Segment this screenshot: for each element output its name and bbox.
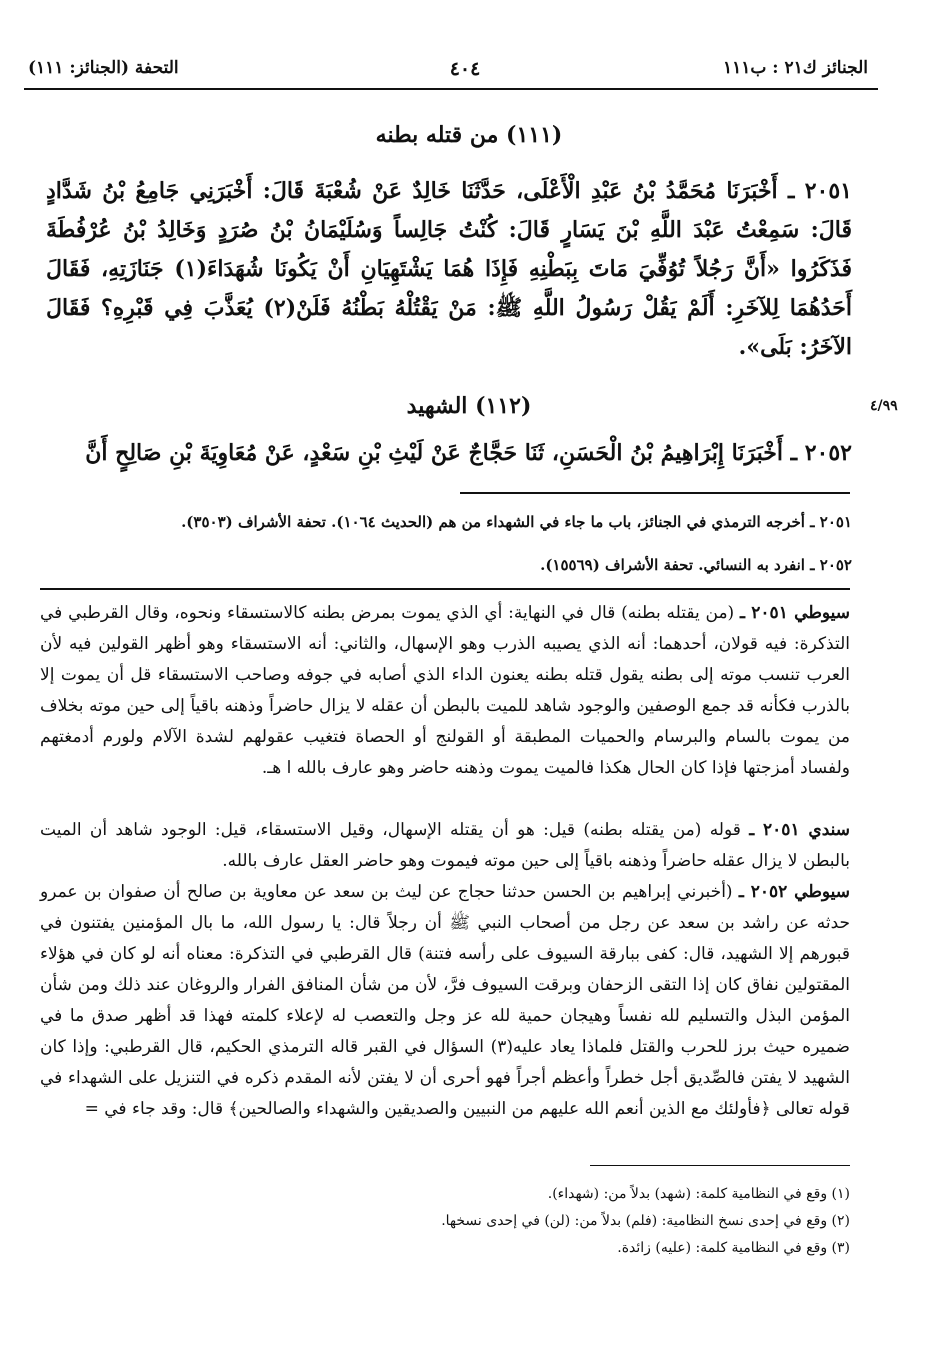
header-chapter-ref: الجنائز ك٢١ : ب١١١ (722, 58, 868, 78)
footnote-rule (590, 1165, 850, 1166)
header-rule (24, 88, 878, 90)
commentary-text: قوله (من يقتله بطنه) قيل: هو أن يقتله الإسهال، وقيل الاستسقاء، قيل: الوجود شاهد أن الميت بالبطن لا يزال عقله حاضراً وذهنه باقياً إلى حين موته فيموت وهو حاضر العقل عارف بالله. (40, 820, 850, 871)
hadith-2052: ٢٠٥٢ ـ أَخْبَرَنَا إِبْرَاهِيمُ بْنُ الْحَسَنِ، ثَنَا حَجَّاجٌ عَنْ لَيْثِ بْنِ سَعْدٍ، عَنْ مُعَاوِيَةَ بْنِ صَالِحٍ أَنَّ (85, 440, 852, 466)
margin-reference: ٤/٩٩ (870, 398, 898, 414)
footnote-1: (١) وقع في النظامية كلمة: (شهد) بدلاً من: (شهداء). (547, 1186, 850, 1202)
header-tuhfa-ref: التحفة (الجنائز: ١١١) (28, 58, 179, 78)
commentary-label: سيوطي ٢٠٥٢ ـ (738, 882, 851, 902)
commentary-label: سندي ٢٠٥١ ـ (749, 820, 851, 840)
takhrij-2051: ٢٠٥١ ـ أخرجه الترمذي في الجنائز، باب ما جاء في الشهداء من هم (الحديث ١٠٦٤). تحفة الأشراف (٣٥٠٣). (181, 513, 852, 531)
section-title-111: (١١١) من قتله بطنه (375, 122, 563, 148)
commentary-rule (40, 588, 850, 590)
takhrij-2052: ٢٠٥٢ ـ انفرد به النسائي. تحفة الأشراف (١٥٥٦٩). (540, 556, 852, 574)
hadith-2051: ٢٠٥١ ـ أَخْبَرَنَا مُحَمَّدُ بْنُ عَبْدِ الْأَعْلَى، حَدَّثَنَا خَالِدٌ عَنْ شُعْبَةَ قَالَ: أَخْبَرَنِي جَامِعُ بْنُ شَدَّادٍ قَالَ: سَمِعْتُ عَبْدَ اللَّهِ بْنَ يَسَارٍ قَالَ: كُنْتُ جَالِساً وَسُلَيْمَانُ بْنُ صُرَدٍ وَخَالِدُ بْنُ عُرْفُطَةَ فَذَكَرُوا «أَنَّ رَجُلاً تُوُفِّيَ مَاتَ بِبَطْنِهِ فَإِذَا هُمَا يَشْتَهِيَانِ أَنْ يَكُونَا شُهَدَاءَ(١) جَنَازَتِهِ، فَقَالَ أَحَدُهُمَا لِلآخَرِ: أَلَمْ يَقُلْ رَسُولُ اللَّهِ ﷺ: مَنْ يَقْتُلْهُ بَطْنُهُ فَلَنْ(٢) يُعَذَّبَ فِي قَبْرِهِ؟ فَقَالَ الآخَرُ: بَلَى». (46, 178, 852, 360)
commentary-text: (من يقتله بطنه) قال في النهاية: أي الذي يموت بمرض بطنه كالاستسقاء ونحوه، وقال القرطبي في التذكرة: فيه قولان، أحدهما: أنه الذي يصيبه الذرب وهو الإسهال، والثاني: أنه الاستسقاء وهو أظهر القولين فيه لأن العرب تنسب موته إلى بطنه يقول قتله بطنه يعنون الداء الذي أصابه في جوفه وصاحب الاستسقاء قل أن يموت إلا بالذرب فكأنه قد جمع الوصفين والوجود شاهد للميت بالبطن أن عقله لا يزال حاضراً وذهنه باقياً إلى حين موته بخلاف من يموت بالسام والبرسام والحميات المطبقة أو القولنج أو الحصاة فتغيب عقولهم لشدة الآلام ولورم أدمغتهم ولفساد أمزجتها فإذا كان الحال هكذا فالميت يموت وذهنه حاضر وهو عارف بالله ا هـ. (40, 603, 850, 778)
footnote-3: (٣) وقع في النظامية كلمة: (عليه) زائدة. (617, 1240, 850, 1256)
footnote-2: (٢) وقع في إحدى نسخ النظامية: (فلم) بدلاً من: (لن) في إحدى نسخها. (441, 1213, 850, 1229)
section-title-112: (١١٢) الشهيد (406, 393, 532, 419)
commentary-suyuti-2052 (40, 877, 850, 1125)
commentary-text: (أخبرني إبراهيم بن الحسن حدثنا حجاج عن ليث بن سعد عن معاوية بن صالح أن صفوان بن عمرو حدثه عن راشد بن سعد عن رجل من أصحاب النبي ﷺ أن رجلاً قال: يا رسول الله، ما بال المؤمنين يفتنون في قبورهم إلا الشهيد، قال: كفى ببارقة السيوف على رأسه فتنة) قال القرطبي في التذكرة: معناه أنه لو كان في هؤلاء المقتولين نفاق كان إذا التقى الزحفان وبرقت السيوف فرَّ، لأن من شأن المنافق الفرار والروغان عند ذلك ومن شأن المؤمن البذل والتسليم لله نفساً وهيجان حمية لله عز وجل والتعصب له لإعلاء كلمته فهذا قد أظهر صدق ما في ضميره حيث برز للحرب والقتل فلماذا يعاد عليه(٣) السؤال في القبر قاله الترمذي الحكيم، قال القرطبي: وإذا كان الشهيد لا يفتن فالصِّديق أجل خطراً وأعظم أجراً فهو أحرى أن لا يفتن لأنه المقدم ذكره في التنزيل على الشهداء في قوله تعالى ﴿فأولئك مع الذين أنعم الله عليهم من النبيين والصديقين والشهداء والصالحين﴾ قال: وقد جاء في = (40, 882, 850, 1119)
commentary-sindi-2051 (40, 815, 850, 877)
takhrij-rule (460, 492, 850, 494)
page-number: ٤٠٤ (449, 58, 481, 80)
commentary-suyuti-2051 (40, 598, 850, 784)
commentary-label: سيوطي ٢٠٥١ ـ (740, 603, 850, 623)
